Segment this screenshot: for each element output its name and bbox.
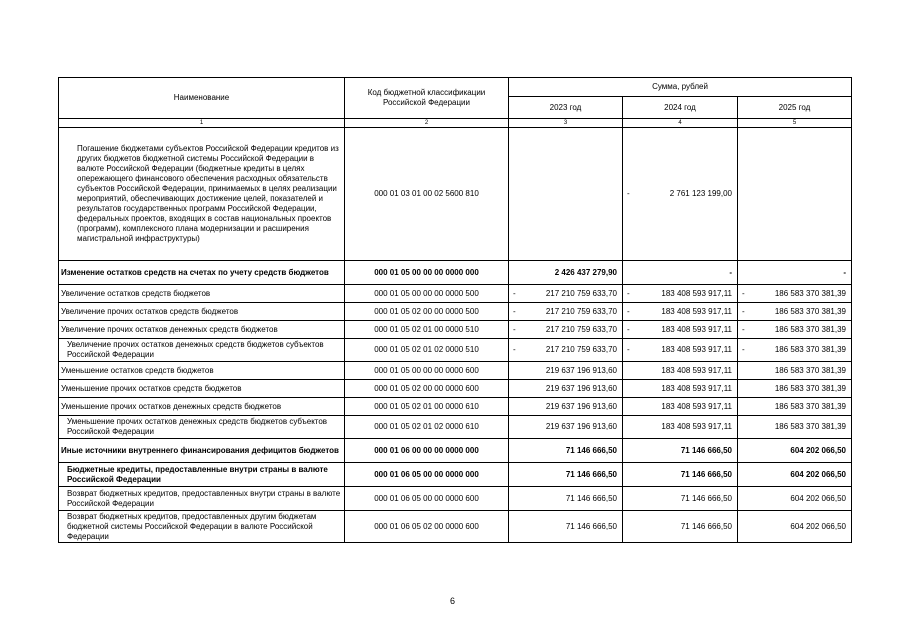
value-2023: 217 210 759 633,70	[545, 324, 617, 334]
value-2025: 186 583 370 381,39	[774, 345, 846, 354]
row-code: 000 01 05 02 00 00 0000 600	[345, 380, 509, 398]
value-2025: 186 583 370 381,39	[774, 306, 846, 316]
value-2023: 71 146 666,50	[565, 469, 617, 479]
value-2023: 219 637 196 913,60	[545, 422, 617, 431]
value-2023: 71 146 666,50	[565, 493, 617, 503]
row-code: 000 01 05 02 01 00 0000 610	[345, 398, 509, 416]
minus-sign: -	[742, 324, 745, 334]
table-row	[59, 511, 852, 543]
row-name: Возврат бюджетных кредитов, предоставленных другим бюджетам бюджетной системы Российской Федерации в валюте Российской Федерации	[59, 511, 345, 543]
value-2024: 183 408 593 917,11	[661, 324, 732, 334]
row-code: 000 01 06 05 00 00 0000 600	[345, 487, 509, 511]
column-number: 1	[59, 119, 345, 128]
table-row	[59, 398, 852, 416]
row-code: 000 01 06 00 00 00 0000 000	[345, 439, 509, 463]
row-name: Иные источники внутреннего финансирования дефицитов бюджетов	[59, 439, 345, 463]
header-year-2023: 2023 год	[509, 97, 623, 119]
minus-sign: -	[627, 345, 630, 354]
value-2024: 183 408 593 917,11	[661, 306, 732, 316]
value-2025: 186 583 370 381,39	[774, 324, 846, 334]
header-name: Наименование	[59, 78, 345, 119]
table-row	[59, 380, 852, 398]
minus-sign: -	[742, 345, 745, 354]
value-2025: 604 202 066,50	[790, 445, 846, 455]
value-2024: 183 408 593 917,11	[661, 365, 732, 375]
value-2023: 71 146 666,50	[565, 521, 617, 531]
value-2025: 186 583 370 381,39	[774, 401, 846, 411]
row-code: 000 01 03 01 00 02 5600 810	[345, 128, 509, 261]
value-2023: 217 210 759 633,70	[545, 345, 617, 354]
row-name: Уменьшение прочих остатков денежных средств бюджетов субъектов Российской Федерации	[59, 416, 345, 439]
row-name: Уменьшение прочих остатков средств бюджетов	[59, 380, 345, 398]
value-2023: 2 426 437 279,90	[554, 267, 617, 277]
row-code: 000 01 06 05 02 00 0000 600	[345, 511, 509, 543]
row-name: Бюджетные кредиты, предоставленные внутри страны в валюте Российской Федерации	[59, 463, 345, 487]
minus-sign: -	[513, 345, 516, 354]
minus-sign: -	[627, 288, 630, 298]
row-code: 000 01 05 02 00 00 0000 500	[345, 303, 509, 321]
value-2024: 183 408 593 917,11	[661, 401, 732, 411]
table-row	[59, 285, 852, 303]
value-2025: 604 202 066,50	[790, 521, 846, 531]
row-name: Увеличение прочих остатков денежных средств бюджетов	[59, 321, 345, 339]
minus-sign: -	[627, 324, 630, 334]
value-2025: -	[843, 267, 846, 277]
row-code: 000 01 05 02 01 00 0000 510	[345, 321, 509, 339]
value-2024: 183 408 593 917,11	[661, 422, 732, 431]
value-2025: 604 202 066,50	[790, 493, 846, 503]
row-name: Уменьшение прочих остатков денежных средств бюджетов	[59, 398, 345, 416]
row-name: Увеличение прочих остатков денежных средств бюджетов субъектов Российской Федерации	[59, 339, 345, 362]
value-2025: 604 202 066,50	[790, 469, 846, 479]
row-code: 000 01 05 00 00 00 0000 500	[345, 285, 509, 303]
column-number: 3	[509, 119, 623, 128]
value-2024: 71 146 666,50	[680, 469, 732, 479]
row-name: Уменьшение остатков средств бюджетов	[59, 362, 345, 380]
table-row	[59, 303, 852, 321]
value-2025: 186 583 370 381,39	[774, 383, 846, 393]
value-2024: 183 408 593 917,11	[661, 288, 732, 298]
column-number: 5	[738, 119, 852, 128]
row-name: Возврат бюджетных кредитов, предоставленных внутри страны в валюте Российской Федерации	[59, 487, 345, 511]
row-name: Изменение остатков средств на счетах по учету средств бюджетов	[59, 261, 345, 285]
value-2024: 71 146 666,50	[680, 521, 732, 531]
row-name: Увеличение прочих остатков средств бюджетов	[59, 303, 345, 321]
row-name: Увеличение остатков средств бюджетов	[59, 285, 345, 303]
table-row	[59, 321, 852, 339]
value-2023: 219 637 196 913,60	[545, 365, 617, 375]
value-2024: 183 408 593 917,11	[661, 345, 732, 354]
row-code: 000 01 05 02 01 02 0000 510	[345, 339, 509, 362]
value-2024: 71 146 666,50	[680, 445, 732, 455]
value-2023: 217 210 759 633,70	[545, 306, 617, 316]
table-row	[59, 463, 852, 487]
minus-sign: -	[627, 306, 630, 316]
row-code: 000 01 05 00 00 00 0000 600	[345, 362, 509, 380]
column-number: 2	[345, 119, 509, 128]
table-row	[59, 416, 852, 439]
table-row	[59, 362, 852, 380]
minus-sign: -	[513, 324, 516, 334]
value-2024: 183 408 593 917,11	[661, 383, 732, 393]
value-2024: -	[729, 267, 732, 277]
budget-sources-table	[58, 77, 852, 543]
row-code: 000 01 06 05 00 00 0000 000	[345, 463, 509, 487]
minus-sign: -	[513, 288, 516, 298]
value-2025: 186 583 370 381,39	[774, 365, 846, 375]
row-code: 000 01 05 02 01 02 0000 610	[345, 416, 509, 439]
header-year-2025: 2025 год	[738, 97, 852, 119]
minus-sign: -	[742, 306, 745, 316]
header-code: Код бюджетной классификации Российской Федерации	[345, 78, 509, 119]
table-row	[59, 339, 852, 362]
row-name: Погашение бюджетами субъектов Российской Федерации кредитов из других бюджетов бюджетной системы Российской Федерации в валюте Российской Федерации (бюджетные кредиты в целях опережающего финансового обеспечения расходных обязательств субъектов Российской Федерации, принимаемых в целях реализации мероприятий, обеспечивающих достижение целей, показателей и результатов государственных программ Российской Федерации, федеральных проектов, входящих в состав национальных проектов (программ), комплексного плана модернизации и расширения магистральной инфраструктуры)	[59, 128, 345, 261]
value-2023: 219 637 196 913,60	[545, 383, 617, 393]
header-year-2024: 2024 год	[623, 97, 738, 119]
minus-sign: -	[627, 189, 630, 198]
value-2024: 2 761 123 199,00	[669, 189, 732, 198]
row-code: 000 01 05 00 00 00 0000 000	[345, 261, 509, 285]
value-2023: 217 210 759 633,70	[545, 288, 617, 298]
value-2023: 71 146 666,50	[565, 445, 617, 455]
column-number: 4	[623, 119, 738, 128]
table-row	[59, 439, 852, 463]
table-row	[59, 261, 852, 285]
header-sum: Сумма, рублей	[509, 78, 852, 97]
table-row	[59, 487, 852, 511]
value-2024: 71 146 666,50	[680, 493, 732, 503]
page-number: 6	[449, 596, 455, 606]
value-2025: 186 583 370 381,39	[774, 288, 846, 298]
minus-sign: -	[513, 306, 516, 316]
table-row	[59, 128, 852, 261]
value-2023: 219 637 196 913,60	[545, 401, 617, 411]
minus-sign: -	[742, 288, 745, 298]
value-2025: 186 583 370 381,39	[774, 422, 846, 431]
